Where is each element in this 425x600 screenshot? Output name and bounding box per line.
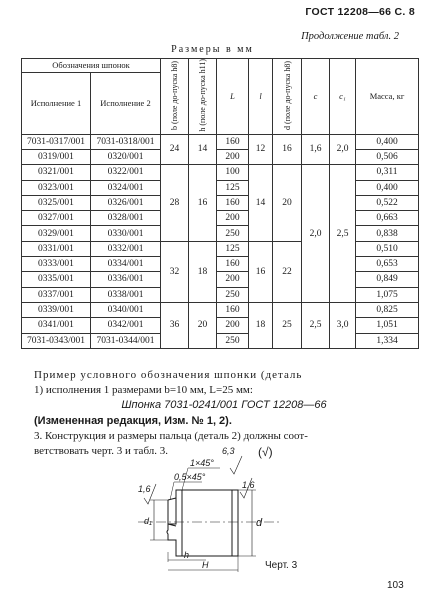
figure-caption: Черт. 3: [265, 560, 298, 571]
table-row: 7031-0317/001 7031-0318/001 24 14 160 12 16 1,6 2,0 0,400: [22, 134, 419, 149]
clause-3-line-2: ветствовать черт. 3 и табл. 3.: [34, 445, 169, 457]
example-paragraph: [34, 368, 414, 398]
roughness-label: 6,3: [222, 446, 235, 456]
table-row: 0319/001 0320/001 200 0,506: [22, 149, 419, 164]
col-ex1-header: Исполнение 1: [22, 72, 91, 134]
group-header: Обозначения шпонок: [22, 59, 161, 73]
col-h-header: h (поле до-пуска h11): [189, 59, 217, 135]
table-row: 0321/001 0322/001 28 16 100 14 20 2,0 2,5 0,311: [22, 165, 419, 180]
chamfer-leader-small-arrow: [170, 482, 174, 500]
d1-label: d₁: [144, 516, 152, 526]
table-row: 0327/001 0328/001 200 0,663: [22, 211, 419, 226]
table-row: 0337/001 0338/001 250 1,075: [22, 287, 419, 302]
col-d-header: d (поле до-пуска h8): [273, 59, 302, 135]
col-L-header: L: [217, 59, 249, 135]
example-line-1: Пример условного обозначения шпонки (деталь: [34, 369, 303, 381]
roughness-right-label: 1,6: [242, 480, 255, 490]
H-label: H: [202, 560, 209, 570]
shank-chamfer-top: [168, 498, 176, 500]
d-label: d: [256, 517, 263, 529]
designation-example: Шпонка 7031-0241/001 ГОСТ 12208—66: [121, 399, 327, 411]
table-row: 0329/001 0330/001 250 0,838: [22, 226, 419, 241]
roughness-check-label: (√): [258, 445, 273, 459]
col-l-header: l: [249, 59, 273, 135]
table-row: 0335/001 0336/001 200 0,849: [22, 272, 419, 287]
col-b-header: b (поле до-пуска h8): [161, 59, 189, 135]
edited-note: (Измененная редакция, Изм. № 1, 2).: [34, 415, 232, 427]
pin-outline: [167, 490, 238, 556]
table-row: 0325/001 0326/001 160 0,522: [22, 195, 419, 210]
roughness-left-label: 1,6: [138, 484, 151, 494]
col-c1-header: c₁: [330, 59, 356, 135]
table-row: 0339/001 0340/001 36 20 160 18 25 2,5 3,0 0,825: [22, 302, 419, 317]
table-row: 0341/001 0342/001 200 1,051: [22, 318, 419, 333]
units-label: Размеры в мм: [171, 44, 254, 55]
chamfer-top-label: 1×45°: [190, 458, 214, 468]
table-continuation-label: Продолжение табл. 2: [301, 31, 399, 42]
h-label: h: [184, 550, 190, 560]
page-header: ГОСТ 12208—66 С. 8: [305, 6, 415, 18]
table-row: 0333/001 0334/001 160 0,653: [22, 257, 419, 272]
chamfer-small-label: 0,5×45°: [174, 472, 206, 482]
col-mass-header: Масса, кг: [356, 59, 419, 135]
col-ex2-header: Исполнение 2: [91, 72, 161, 134]
table-row: 0331/001 0332/001 32 18 125 16 22 0,510: [22, 241, 419, 256]
keys-table: [21, 58, 419, 349]
example-line-2: 1) исполнения 1 размерами b=10 мм, L=25 мм:: [34, 384, 253, 396]
clause-3-line-1: 3. Конструкция и размеры пальца (деталь 2) должны соот-: [34, 430, 308, 442]
table-row: 0323/001 0324/001 125 0,400: [22, 180, 419, 195]
table-row: 7031-0343/001 7031-0344/001 250 1,334: [22, 333, 419, 348]
pin-drawing: [110, 445, 310, 574]
col-c-header: c: [302, 59, 330, 135]
page-number: 103: [387, 580, 404, 591]
